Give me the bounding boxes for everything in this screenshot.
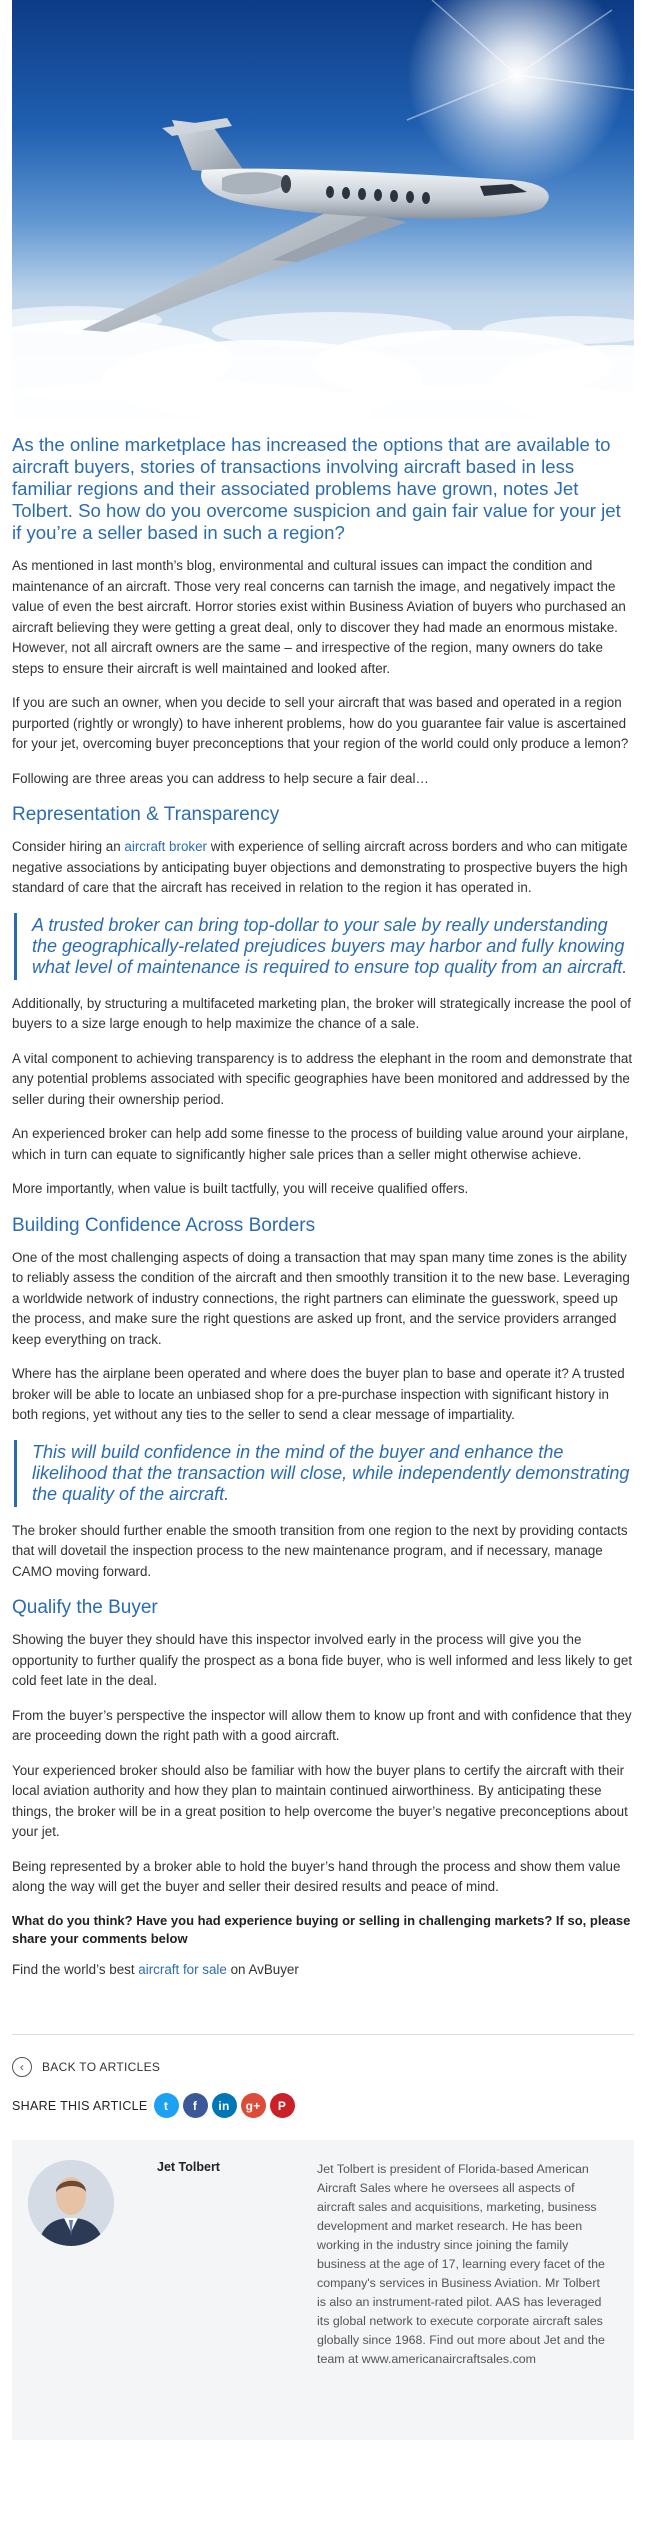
pinterest-icon[interactable]: P (270, 2093, 295, 2118)
share-bar (12, 2093, 634, 2118)
section3-paragraph-1: Showing the buyer they should have this inspector involved early in the process will give you the opportunity to further qualify the prospect as a bona fide buyer, who is well informed and less likely to get cold feet late in the deal. (12, 1632, 633, 1688)
text-span: on AvBuyer (226, 1961, 299, 1977)
avatar (28, 2160, 114, 2246)
author-bio: Jet Tolbert is president of Florida-based American Aircraft Sales where he oversees all aspects of aircraft sales and acquisitions, marketing, business development and market research. He has been working in the industry since joining the family business at the age of 17, learning every facet of the company's services in Business Aviation. Mr Tolbert is also an instrument-rated pilot. AAS has leveraged its global network to execute corporate aircraft sales globally since 1968. Find out more about Jet and the team at www.americanaircraftsales.com (317, 2162, 605, 2366)
section3-paragraph-3: Your experienced broker should also be familiar with how the buyer plans to certify the aircraft with their local aviation authority and how they plan to maintain continued airworthiness. By anticipating these things, the broker will be in a great position to help overcome the buyer’s negative preconceptions about your jet. (12, 1762, 628, 1839)
section2-paragraph-2: Where has the airplane been operated and where does the buyer plan to base and operate it? A trusted broker will be able to locate an unbiased shop for a pre-purchase inspection with significant history in both regions, yet without any ties to the seller to send a clear message of impartiality. (12, 1366, 625, 1422)
share-label: SHARE THIS ARTICLE (12, 2098, 148, 2113)
pull-quote-1: A trusted broker can bring top-dollar to your sale by really understanding the geographically-related prejudices buyers may harbor and fully knowing what level of maintenance is required to ensure top quality from an aircraft. (14, 913, 634, 980)
section-heading-representation: Representation & Transparency (12, 804, 280, 825)
back-label: BACK TO ARTICLES (42, 2060, 161, 2074)
chevron-left-icon: ‹ (12, 2057, 32, 2077)
section-heading-qualify: Qualify the Buyer (12, 1597, 158, 1618)
pull-quote-2: This will build confidence in the mind of the buyer and enhance the likelihood that the transaction will close, while independently demonstrating the quality of the aircraft. (14, 1440, 634, 1507)
text-span: Consider hiring an (12, 839, 125, 854)
author-box (12, 2140, 634, 2440)
google-plus-icon[interactable]: g+ (241, 2093, 266, 2118)
section1-paragraph-4: An experienced broker can help add some finesse to the process of building value around your airplane, which in turn can equate to significantly higher sale prices than a seller might otherwise achieve. (12, 1126, 629, 1162)
section3-paragraph-2: From the buyer’s perspective the inspector will allow them to know up front and with confidence that they are proceeding down the right path with a good aircraft. (12, 1707, 632, 1743)
section1-paragraph-3: A vital component to achieving transparency is to address the elephant in the room and demonstrate that any potential problems associated with specific geographies have been monitored and addressed by the seller during their ownership period. (12, 1050, 633, 1107)
intro-paragraph-1: As mentioned in last month’s blog, environmental and cultural issues can impact the condition and maintenance of an aircraft. Those very real concerns can tarnish the image, and negatively impact the value of even the best aircraft. Horror stories exist within Business Aviation of buyers who purchased an aircraft believing they were getting a great deal, only to discover they had made an enormous mistake. However, not all aircraft owners are the same – and irrespective of the region, many owners do take steps to ensure their aircraft is well maintained and looked after. (12, 558, 626, 676)
back-to-articles-link[interactable] (12, 2057, 634, 2077)
section2-paragraph-1: One of the most challenging aspects of doing a transaction that may span many time zones is the ability to reliably assess the condition of the aircraft and then smoothly transition it to the new base. Leveraging a worldwide network of industry connections, the right partners can eliminate the guesswork, speed up the process, and make sure the right questions are asked up front, and the service providers arranged keep everything on track. (12, 1249, 630, 1347)
aircraft-for-sale-link[interactable]: aircraft for sale (138, 1961, 227, 1977)
hero-image (12, 0, 634, 420)
find-aircraft-line (12, 1960, 634, 1981)
comment-prompt: What do you think? Have you had experience buying or selling in challenging markets? If so, please share your comments below (12, 1912, 631, 1946)
linkedin-icon[interactable]: in (212, 2093, 237, 2118)
text-span: with experience of selling aircraft across borders and who can mitigate negative associations by anticipating buyer objections and demonstrating to prospective buyers the high standard of care that the aircraft has received in relation to the region it has operated in. (12, 839, 628, 895)
section1-paragraph-5: More importantly, when value is built tactfully, you will receive qualified offers. (12, 1181, 469, 1196)
facebook-icon[interactable]: f (183, 2093, 208, 2118)
content-divider (12, 2034, 634, 2035)
section1-paragraph-2: Additionally, by structuring a multifaceted marketing plan, the broker will strategically increase the pool of buyers to a size large enough to help maximize the chance of a sale. (12, 995, 632, 1031)
author-name: Jet Tolbert (157, 2160, 220, 2174)
intro-paragraph-2: If you are such an owner, when you decide to sell your aircraft that was based and operated in a region purported (rightly or wrongly) to have inherent problems, how do you guarantee fair value is ascertained for your jet, overcoming buyer preconceptions that your region of the world could only produce a lemon? (12, 695, 629, 751)
aircraft-broker-link[interactable]: aircraft broker (124, 839, 208, 854)
twitter-icon[interactable]: t (154, 2093, 179, 2118)
jet-illustration (12, 0, 634, 420)
article-lead: As the online marketplace has increased the options that are available to aircraft buyers, stories of transactions involving aircraft based in less familiar regions and their associated problems have grown, notes Jet Tolbert. So how do you overcome suspicion and gain fair value for your jet if you’re a seller based in such a region? (12, 434, 621, 543)
section3-paragraph-4: Being represented by a broker able to hold the buyer’s hand through the process and show them value along the way will get the buyer and seller their desired results and peace of mind. (12, 1858, 621, 1894)
section-heading-confidence: Building Confidence Across Borders (12, 1214, 316, 1236)
intro-paragraph-3: Following are three areas you can address to help secure a fair deal… (12, 770, 429, 786)
text-span: Find the world’s best (12, 1961, 139, 1977)
section1-paragraph-1 (12, 837, 634, 899)
bottom-spacer (12, 2440, 634, 2470)
section2-paragraph-3: The broker should further enable the smooth transition from one region to the next by providing contacts that will dovetail the inspection process to the new maintenance program, and if necessary, manage CAMO moving forward. (12, 1522, 628, 1579)
author-portrait (28, 2160, 114, 2246)
